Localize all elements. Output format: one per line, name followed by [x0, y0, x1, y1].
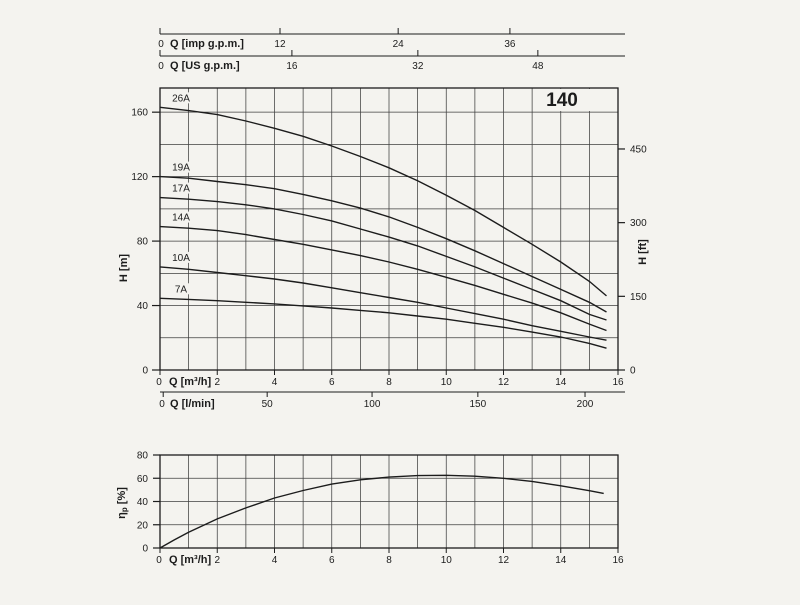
curve-label-14A: 14A	[172, 212, 190, 224]
x-axis-m3h	[156, 370, 624, 388]
main-grid	[160, 88, 618, 370]
tick-label: 40	[136, 497, 148, 508]
curve-label-7A: 7A	[174, 284, 188, 296]
tick-label: 60	[136, 473, 148, 485]
tick-label: 0	[630, 365, 636, 377]
tick-label: 8	[386, 555, 392, 566]
tick-label: 16	[612, 555, 624, 566]
tick-label: 40	[136, 301, 148, 313]
tick-label: 6	[328, 555, 335, 566]
main-chart	[160, 88, 618, 370]
tick-label: 0	[158, 61, 164, 72]
curve-14A	[160, 227, 607, 331]
tick-label: 2	[214, 377, 221, 388]
tick-label: 120	[131, 172, 148, 184]
top-ruler-imp-gpm-title: Q [imp g.p.m.]	[170, 38, 244, 50]
tick-label: 50	[261, 399, 273, 410]
curve-eta_p	[160, 475, 604, 548]
curve-label-26A: 26A	[172, 93, 190, 105]
x-axis-lmin-title: Q [l/min]	[170, 398, 215, 410]
axis-title-h-ft: H [ft]	[637, 239, 649, 265]
x-axis-lmin	[159, 392, 625, 410]
tick-label: 32	[412, 61, 424, 72]
tick-label: 200	[576, 399, 594, 410]
tick-label: 0	[156, 377, 162, 388]
tick-label: 12	[274, 39, 286, 50]
eta-axis	[116, 451, 160, 555]
head-curves	[160, 107, 607, 348]
tick-label: 450	[630, 144, 647, 156]
curve-26A	[160, 107, 607, 296]
tick-label: 48	[532, 61, 544, 72]
tick-label: 0	[159, 399, 165, 410]
tick-label: 100	[363, 399, 381, 410]
tick-label: 14	[555, 377, 567, 388]
tick-label: 2	[214, 555, 221, 566]
axis-title-q-m3h-bottom: Q [m³/h]	[169, 554, 212, 566]
tick-label: 20	[136, 520, 148, 532]
tick-label: 10	[440, 555, 452, 566]
tick-label: 4	[271, 377, 278, 388]
top-ruler-imp-gpm	[158, 28, 625, 50]
model-title: 140	[546, 90, 578, 111]
tick-label: 14	[555, 555, 567, 566]
efficiency-chart	[160, 455, 618, 548]
axis-title-eta: ηp [%]	[116, 487, 129, 519]
top-ruler-us-gpm	[158, 50, 625, 72]
tick-label: 4	[271, 555, 278, 566]
right-axis-h-ft	[618, 144, 649, 376]
tick-label: 0	[142, 365, 148, 377]
tick-label: 12	[497, 555, 510, 566]
efficiency-grid	[160, 455, 618, 548]
curve-label-19A: 19A	[172, 162, 190, 174]
top-ruler-us-gpm-title: Q [US g.p.m.]	[170, 60, 240, 72]
tick-label: 80	[136, 450, 148, 462]
curve-label-10A: 10A	[172, 252, 190, 264]
tick-label: 80	[136, 236, 148, 248]
tick-label: 300	[630, 218, 647, 230]
tick-label: 6	[328, 377, 335, 388]
curve-10A	[160, 267, 607, 340]
tick-label: 150	[630, 291, 647, 303]
tick-label: 0	[158, 39, 164, 50]
left-axis-h-m	[118, 108, 160, 377]
tick-label: 0	[142, 543, 148, 555]
axis-title-h-m: H [m]	[118, 253, 130, 283]
tick-label: 160	[131, 107, 148, 119]
tick-label: 12	[497, 377, 510, 388]
tick-label: 10	[440, 377, 452, 388]
tick-label: 24	[392, 39, 404, 50]
tick-label: 16	[286, 61, 298, 72]
tick-label: 36	[504, 39, 516, 50]
axis-title-q-m3h: Q [m³/h]	[169, 376, 212, 388]
tick-label: 16	[612, 377, 624, 388]
tick-label: 0	[156, 555, 162, 566]
tick-label: 8	[386, 377, 392, 388]
tick-label: 150	[469, 399, 487, 410]
curve-label-17A: 17A	[172, 183, 190, 195]
efficiency-x-axis	[156, 548, 624, 566]
